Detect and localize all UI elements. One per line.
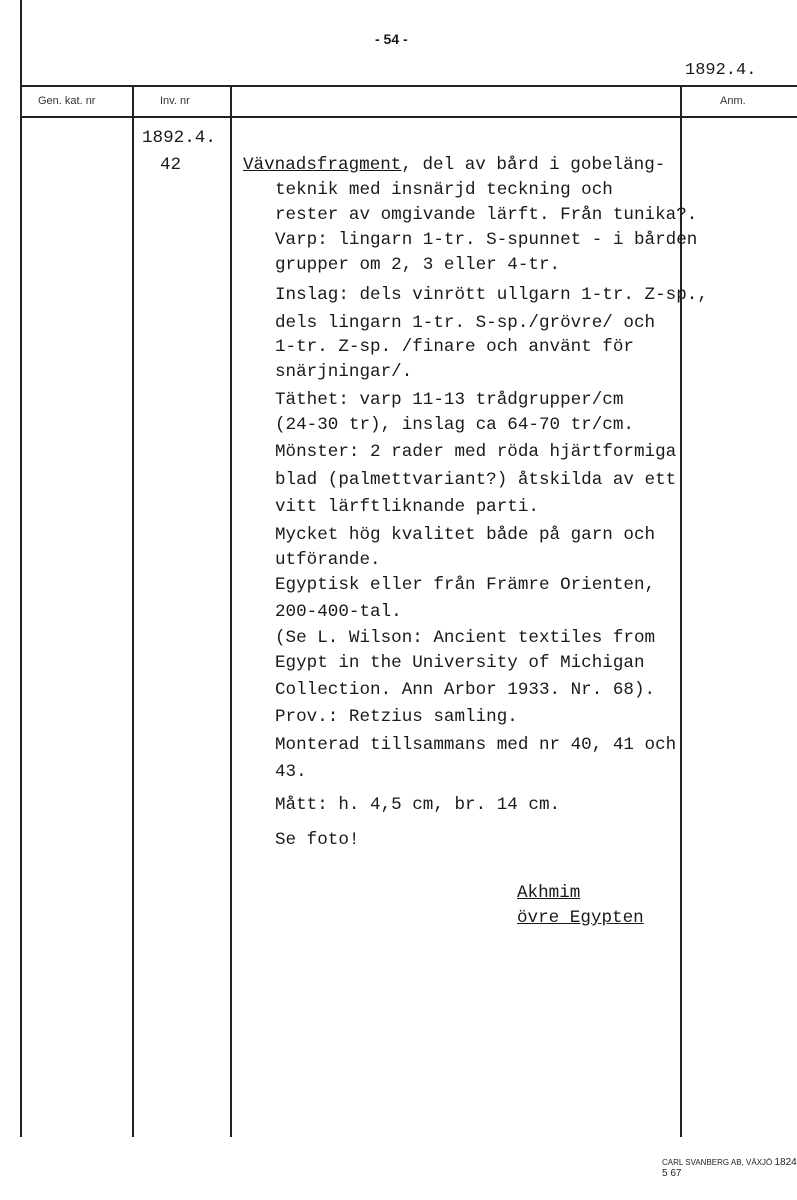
description-line: blad (palmettvariant?) åtskilda av ett: [275, 470, 677, 490]
description-line: Se foto!: [275, 830, 360, 850]
description-line: Mycket hög kvalitet både på garn och: [275, 525, 656, 545]
description-line: vitt lärftliknande parti.: [275, 497, 539, 517]
description-line: Mönster: 2 rader med röda hjärtformiga: [275, 442, 677, 462]
description-line: Varp: lingarn 1-tr. S-spunnet - i bården: [275, 230, 698, 250]
description-line: Täthet: varp 11-13 trådgrupper/cm: [275, 390, 624, 410]
description-line: 200-400-tal.: [275, 602, 402, 622]
printer-imprint: [662, 1157, 797, 1179]
description-line: (Se L. Wilson: Ancient textiles from: [275, 628, 656, 648]
entry-title: Vävnadsfragment: [243, 155, 402, 175]
description-line: Mått: h. 4,5 cm, br. 14 cm.: [275, 795, 561, 815]
description-line: 43.: [275, 762, 307, 782]
form-code: 1824 5 67: [662, 1157, 797, 1179]
description-line: Collection. Ann Arbor 1933. Nr. 68).: [275, 680, 656, 700]
entry-title-line: [243, 157, 665, 175]
description-line: Prov.: Retzius samling.: [275, 707, 518, 727]
entry-title-rest: , del av bård i gobeläng-: [401, 155, 666, 175]
column-header-inv-nr: Inv. nr: [160, 95, 190, 107]
inv-number: 42: [160, 155, 182, 175]
place-line-1: Akhmim: [517, 883, 581, 903]
left-border: [20, 0, 22, 1137]
description-line: dels lingarn 1-tr. S-sp./grövre/ och: [275, 313, 656, 333]
description-line: rester av omgivande lärft. Från tunika?.: [275, 205, 698, 225]
description-line: utförande.: [275, 550, 381, 570]
description-line: Egyptisk eller från Främre Orienten,: [275, 575, 656, 595]
page-number: - 54 -: [375, 31, 408, 47]
place-line-2: övre Egypten: [517, 908, 644, 928]
description-line: teknik med insnärjd teckning och: [275, 180, 613, 200]
inv-prefix: 1892.4.: [142, 128, 216, 148]
description-line: (24-30 tr), inslag ca 64-70 tr/cm.: [275, 415, 634, 435]
header-reference: 1892.4.: [685, 61, 757, 80]
description-line: Egypt in the University of Michigan: [275, 653, 645, 673]
description-line: 1-tr. Z-sp. /finare och använt för: [275, 337, 634, 357]
description-line: snärjningar/.: [275, 362, 413, 382]
column-divider: [132, 85, 134, 1137]
column-header-anm: Anm.: [720, 95, 746, 107]
description-line: Monterad tillsammans med nr 40, 41 och: [275, 735, 677, 755]
description-line: grupper om 2, 3 eller 4-tr.: [275, 255, 561, 275]
description-line: Inslag: dels vinrött ullgarn 1-tr. Z-sp.,: [275, 285, 708, 305]
column-divider: [230, 85, 232, 1137]
column-header-gen-kat-nr: Gen. kat. nr: [38, 95, 96, 107]
printer-name: CARL SVANBERG AB, VÄXJÖ: [662, 1158, 773, 1167]
